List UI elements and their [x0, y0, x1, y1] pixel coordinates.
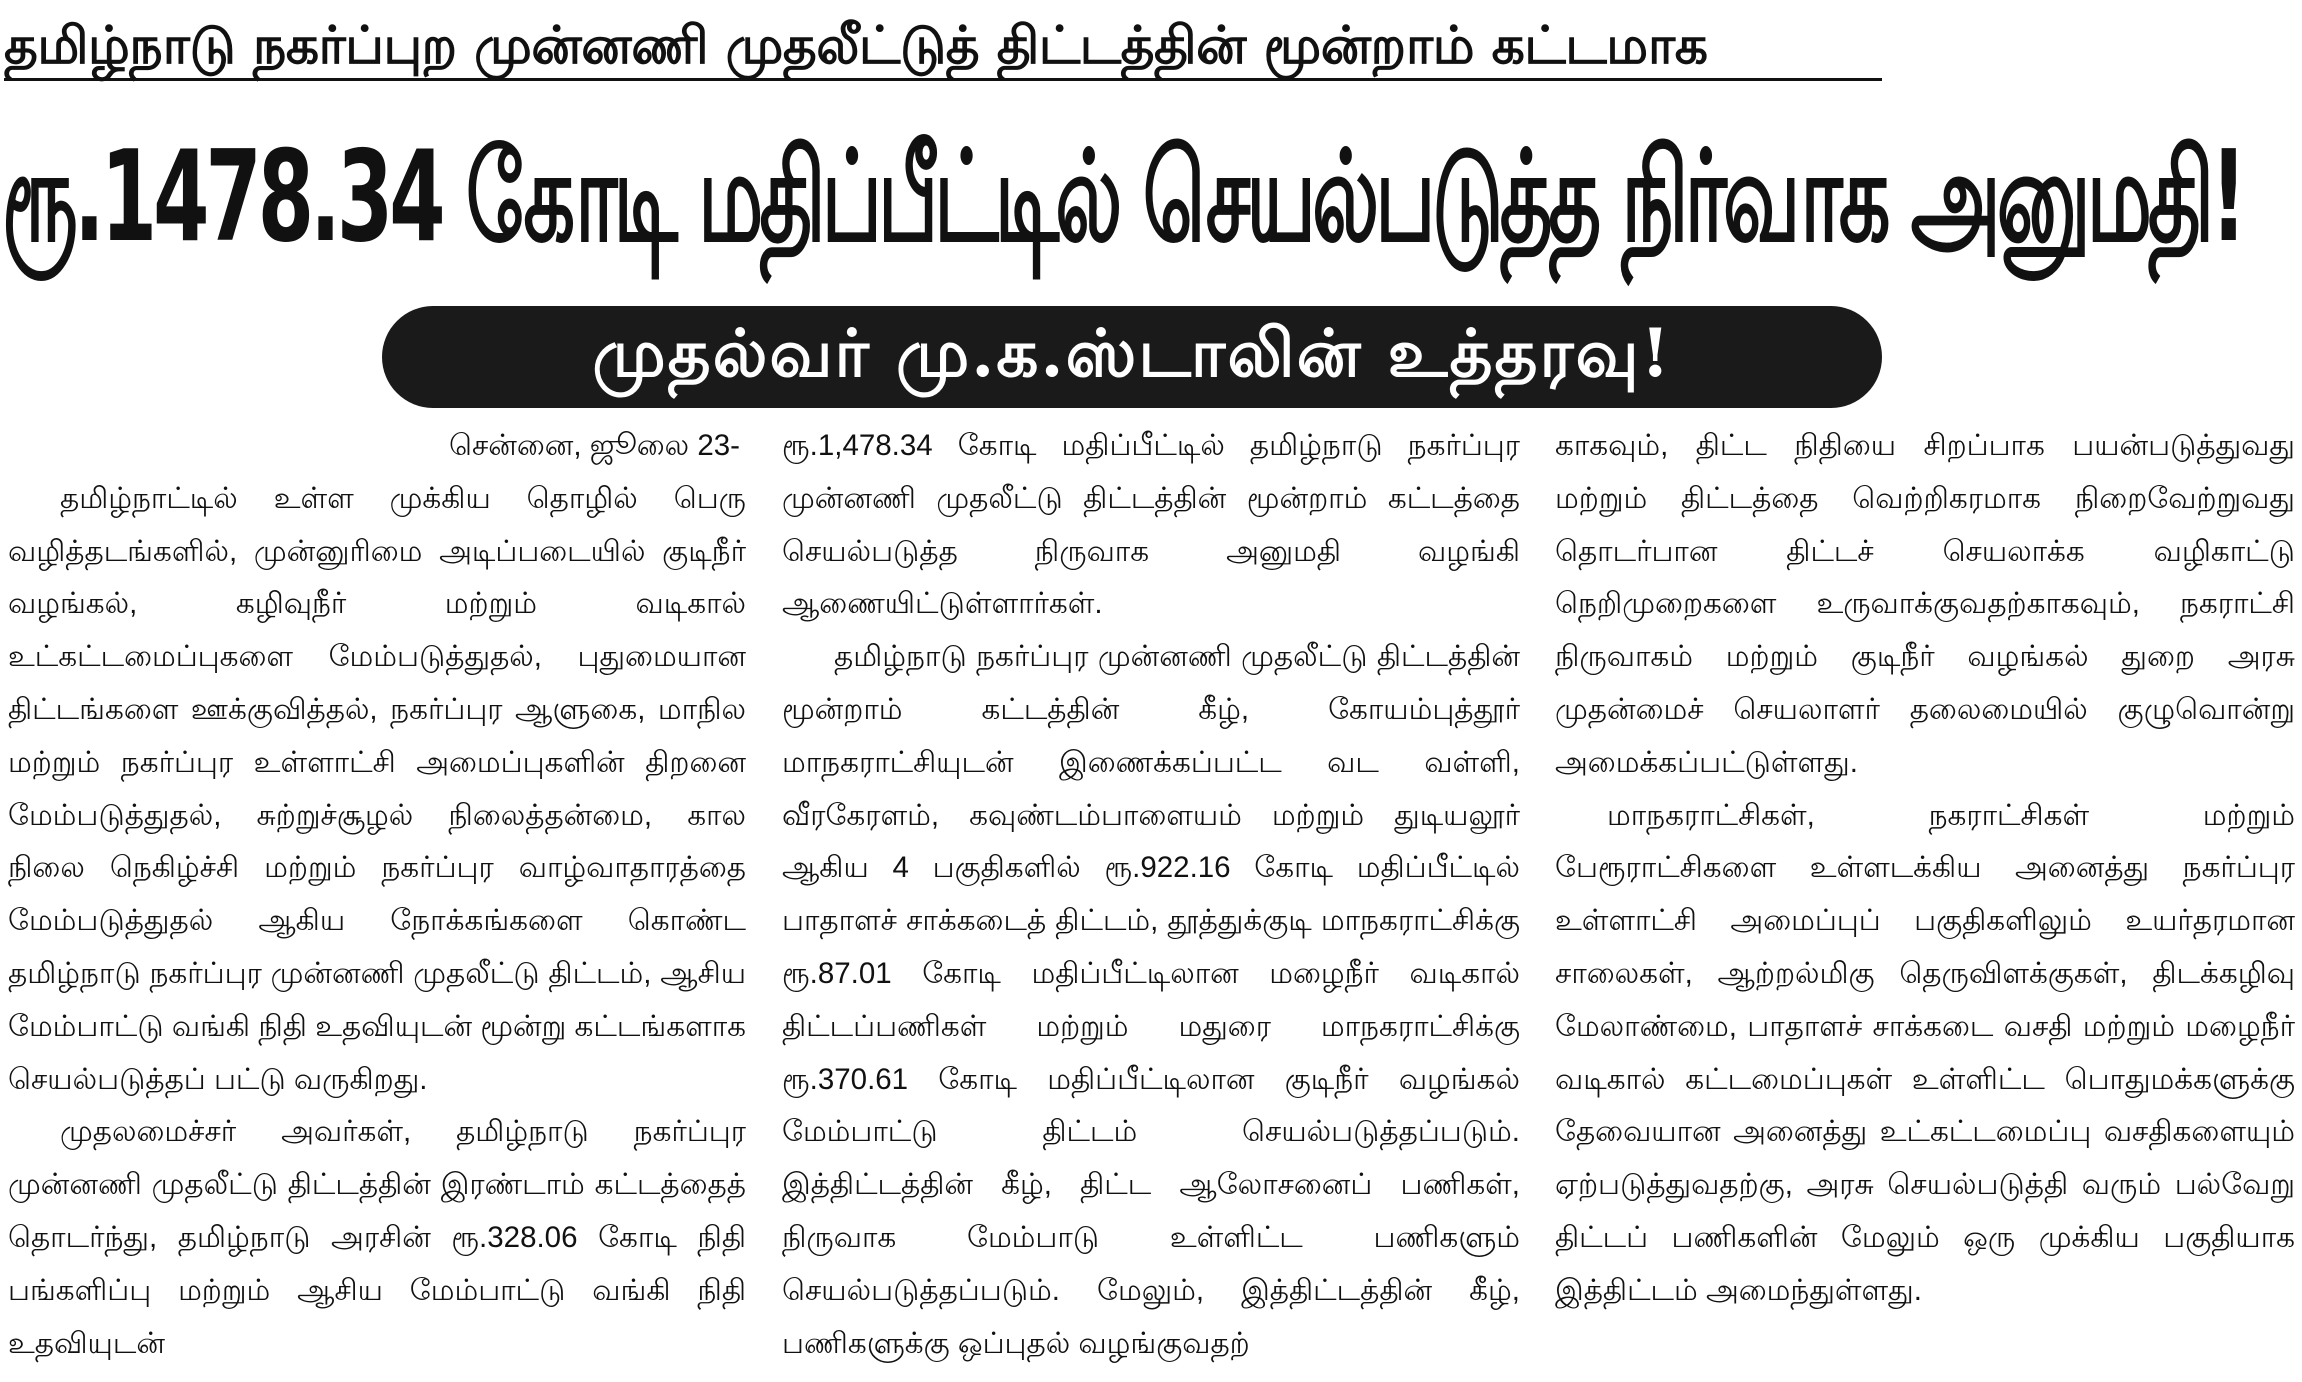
headline: ரூ.1478.34 கோடி மதிப்பீட்டில் செயல்படுத்த நிர்வாக அனுமதி! — [2, 125, 2244, 271]
paragraph: முதலமைச்சர் அவர்கள், தமிழ்நாடு நகர்ப்புர முன்னணி முதலீட்டு திட்டத்தின் இரண்டாம் கட்டத்தைத் தொடர்ந்து, தமிழ்நாடு அரசின் ரூ.328.06 கோடி நிதி பங்களிப்பு மற்றும் ஆசிய மேம்பாட்டு வங்கி நிதி உதவியுடன் — [8, 1115, 746, 1360]
article-column-1 — [8, 420, 746, 1382]
paragraph: தமிழ்நாடு நகர்ப்புர முன்னணி முதலீட்டு திட்டத்தின் மூன்றாம் கட்டத்தின் கீழ், கோயம்புத்தூர் மாநகராட்சியுடன் இணைக்கப்பட்ட வட வள்ளி, வீரகேரளம், கவுண்டம்பாளையம் மற்றும் துடியலூர் ஆகிய 4 பகுதிகளில் ரூ.922.16 கோடி மதிப்பீட்டில் பாதாளச் சாக்கடைத் திட்டம், தூத்துக்குடி மாநகராட்சிக்கு ரூ.87.01 கோடி மதிப்பீட்டிலான மழைநீர் வடிகால் திட்டப்பணிகள் மற்றும் மதுரை மாநகராட்சிக்கு ரூ.370.61 கோடி மதிப்பீட்டிலான குடிநீர் வழங்கல் மேம்பாட்டு திட்டம் செயல்படுத்தப்படும். இத்திட்டத்தின் கீழ், திட்ட ஆலோசனைப் பணிகள், நிருவாக மேம்பாடு உள்ளிட்ட பணிகளும் செயல்படுத்தப்படும். மேலும், இத்திட்டத்தின் கீழ், பணிகளுக்கு ஒப்புதல் வழங்குவதற் — [782, 640, 1520, 1360]
dateline: சென்னை, ஜூலை 23- — [448, 429, 740, 462]
paragraph: மாநகராட்சிகள், நகராட்சிகள் மற்றும் பேரூராட்சிகளை உள்ளடக்கிய அனைத்து நகர்ப்புர உள்ளாட்சி அமைப்புப் பகுதிகளிலும் உயர்தரமான சாலைகள், ஆற்றல்மிகு தெருவிளக்குகள், திடக்கழிவு மேலாண்மை, பாதாளச் சாக்கடை வசதி மற்றும் மழைநீர் வடிகால் கட்டமைப்புகள் உள்ளிட்ட பொதுமக்களுக்கு தேவையான அனைத்து உட்கட்டமைப்பு வசதிகளையும் ஏற்படுத்துவதற்கு, அரசு செயல்படுத்தி வரும் பல்வேறு திட்டப் பணிகளின் மேலும் ஒரு முக்கிய பகுதியாக இத்திட்டம் அமைந்துள்ளது. — [1555, 798, 2295, 1307]
subheadline-text: முதல்வர் மு.க.ஸ்டாலின் உத்தரவு! — [592, 313, 1672, 392]
kicker-line: தமிழ்நாடு நகர்ப்புற முன்னணி முதலீட்டுத் திட்டத்தின் மூன்றாம் கட்டமாக — [4, 16, 1708, 76]
article-body — [0, 420, 2302, 1382]
subheadline-banner — [382, 306, 1882, 408]
paragraph-continued: காகவும், திட்ட நிதியை சிறப்பாக பயன்படுத்துவது மற்றும் திட்டத்தை வெற்றிகரமாக நிறைவேற்றுவது தொடர்பான திட்டச் செயலாக்க வழிகாட்டு நெறிமுறைகளை உருவாக்குவதற்காகவும், நகராட்சி நிருவாகம் மற்றும் குடிநீர் வழங்கல் துறை அரசு முதன்மைச் செயலாளர் தலைமையில் குழுவொன்று அமைக்கப்பட்டுள்ளது. — [1555, 429, 2295, 779]
paragraph-continued: ரூ.1,478.34 கோடி மதிப்பீட்டில் தமிழ்நாடு நகர்ப்புர முன்னணி முதலீட்டு திட்டத்தின் மூன்றாம் கட்டத்தை செயல்படுத்த நிருவாக அனுமதி வழங்கி ஆணையிட்டுள்ளார்கள். — [782, 429, 1520, 621]
article-column-3 — [1555, 420, 2295, 1382]
paragraph: தமிழ்நாட்டில் உள்ள முக்கிய தொழில் பெரு வழித்தடங்களில், முன்னுரிமை அடிப்படையில் குடிநீர் வழங்கல், கழிவுநீர் மற்றும் வடிகால் உட்கட்டமைப்புகளை மேம்படுத்துதல், புதுமையான திட்டங்களை ஊக்குவித்தல், நகர்ப்புர ஆளுகை, மாநில மற்றும் நகர்ப்புர உள்ளாட்சி அமைப்புகளின் திறனை மேம்படுத்துதல், சுற்றுச்சூழல் நிலைத்தன்மை, கால நிலை நெகிழ்ச்சி மற்றும் நகர்ப்புர வாழ்வாதாரத்தை மேம்படுத்துதல் ஆகிய நோக்கங்களை கொண்ட தமிழ்நாடு நகர்ப்புர முன்னணி முதலீட்டு திட்டம், ஆசிய மேம்பாட்டு வங்கி நிதி உதவியுடன் மூன்று கட்டங்களாக செயல்படுத்தப் பட்டு வருகிறது. — [8, 481, 746, 1096]
article-column-2 — [782, 420, 1520, 1382]
